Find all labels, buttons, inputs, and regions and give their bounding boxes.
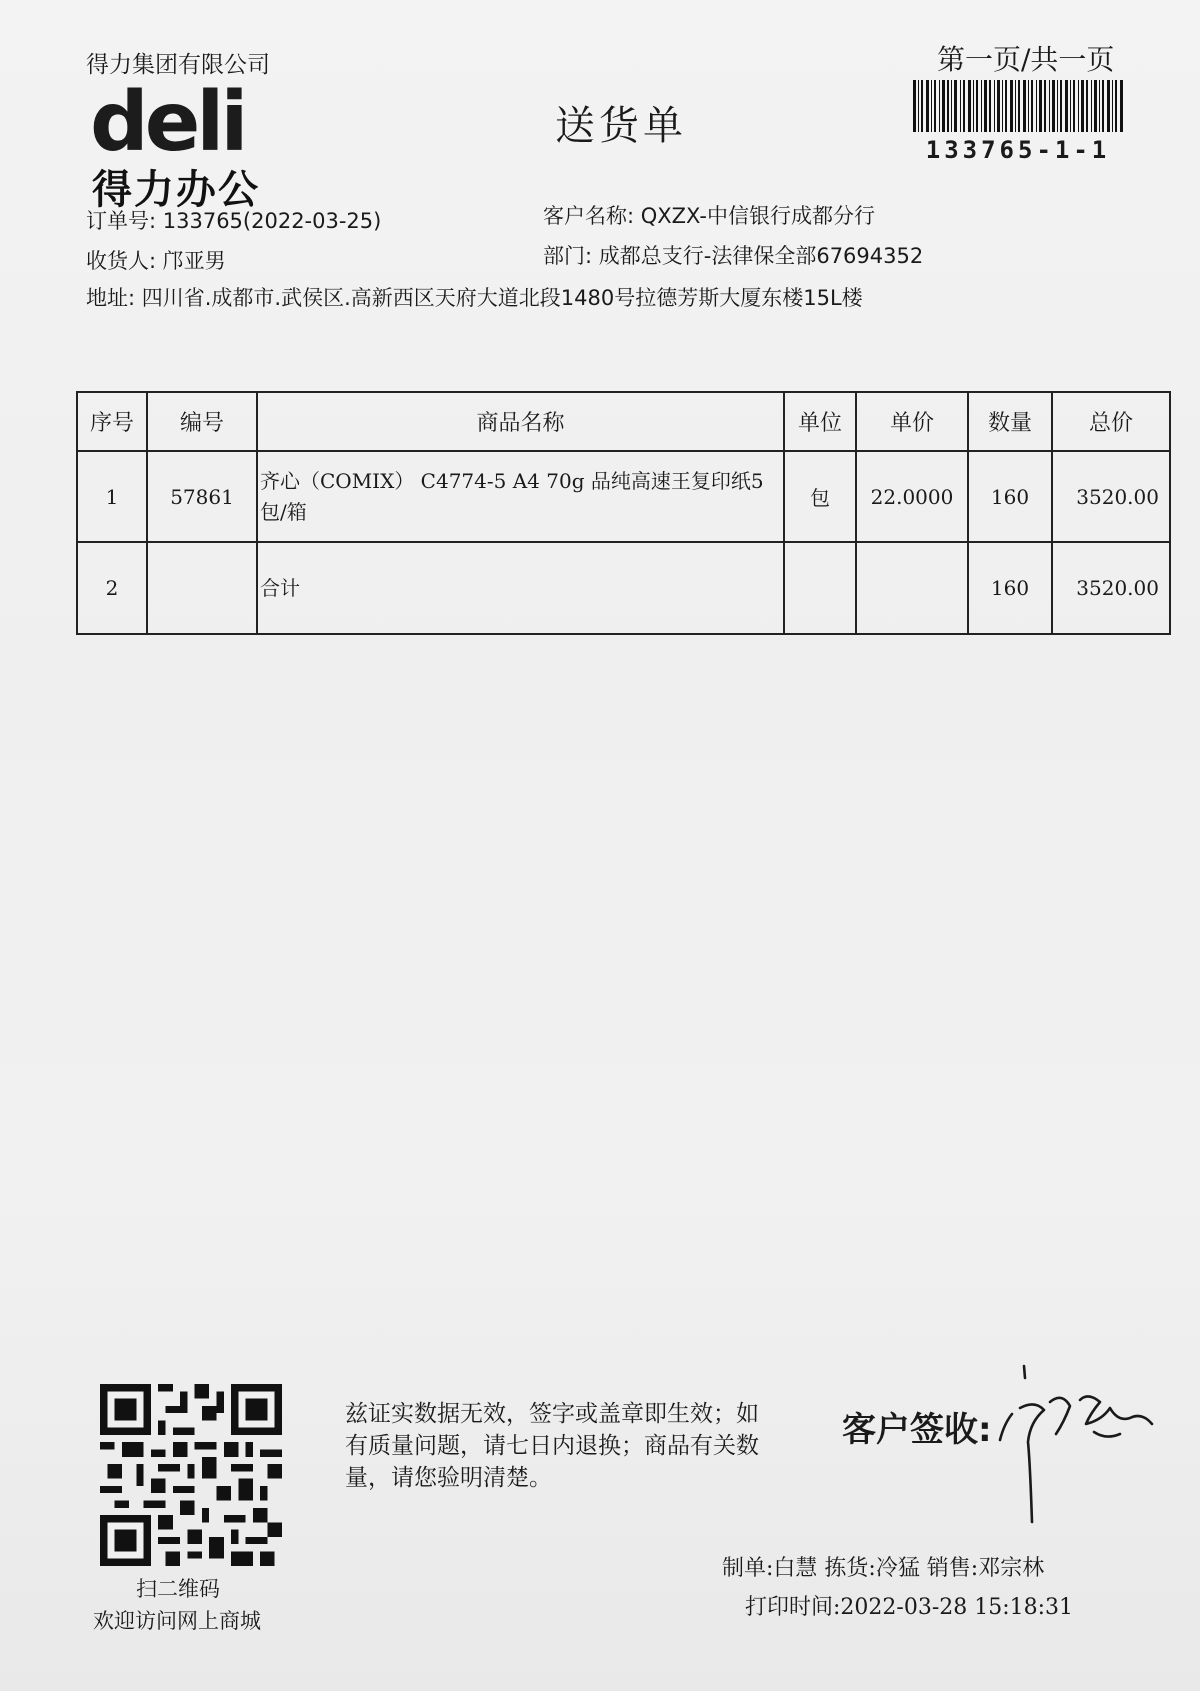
qr-caption-scan: 扫二维码: [136, 1577, 220, 1601]
cell-unit: [784, 542, 856, 634]
cell-qty: 160: [968, 451, 1052, 542]
cell-qty: 160: [968, 542, 1052, 634]
col-header-total: 总价: [1052, 392, 1170, 451]
company-name: 得力集团有限公司: [86, 52, 270, 78]
cell-code: 57861: [147, 451, 257, 542]
staff-info: 制单:白慧 拣货:冷猛 销售:邓宗林: [722, 1556, 1045, 1581]
address: 地址: 四川省.成都市.武侯区.高新西区天府大道北段1480号拉德芳斯大厦东楼15L楼: [86, 286, 863, 310]
logo-chinese-text: 得力办公: [92, 167, 260, 213]
print-time: 打印时间:2022-03-28 15:18:31: [745, 1595, 1074, 1620]
cell-code: [147, 542, 257, 634]
table-row: [77, 451, 1170, 542]
department: 部门: 成都总支行-法律保全部67694352: [543, 244, 924, 268]
col-header-name: 商品名称: [257, 392, 784, 451]
customer-signature-label: 客户签收:: [842, 1410, 992, 1450]
order-number: 订单号: 133765(2022-03-25): [86, 209, 382, 233]
cell-total: 3520.00: [1052, 451, 1170, 542]
page-indicator: 第一页/共一页: [937, 43, 1115, 76]
cell-unit: 包: [784, 451, 856, 542]
barcode-icon: [913, 80, 1123, 132]
document-title: 送货单: [555, 103, 687, 149]
deli-logo: deli: [90, 75, 245, 170]
cell-name: 合计: [257, 542, 784, 634]
cell-name: 齐心（COMIX） C4774-5 A4 70g 品纯高速王复印纸5包/箱: [257, 451, 784, 542]
barcode-number: 133765-1-1: [925, 136, 1111, 164]
col-header-seq: 序号: [77, 392, 147, 451]
items-table: [76, 391, 1169, 635]
handwritten-signature: [990, 1362, 1160, 1562]
col-header-qty: 数量: [968, 392, 1052, 451]
col-header-price: 单价: [856, 392, 968, 451]
receiver: 收货人: 邝亚男: [86, 249, 226, 273]
qr-caption-welcome: 欢迎访问网上商城: [93, 1609, 261, 1633]
cell-seq: 2: [77, 542, 147, 634]
col-header-code: 编号: [147, 392, 257, 451]
cell-price: 22.0000: [856, 451, 968, 542]
cell-price: [856, 542, 968, 634]
cell-total: 3520.00: [1052, 542, 1170, 634]
notice-text: 兹证实数据无效，签字或盖章即生效；如有质量问题，请七日内退换；商品有关数量，请您验明清楚。: [345, 1401, 759, 1492]
table-row-total: [77, 542, 1170, 634]
col-header-unit: 单位: [784, 392, 856, 451]
table-header-row: [77, 392, 1170, 451]
qr-code-icon: [100, 1384, 282, 1566]
cell-seq: 1: [77, 451, 147, 542]
customer-name: 客户名称: QXZX-中信银行成都分行: [543, 204, 875, 228]
